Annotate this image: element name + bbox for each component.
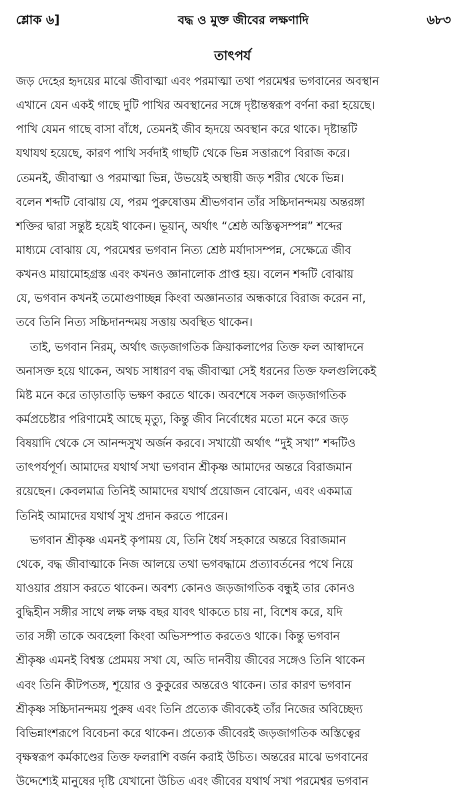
text-line: শ্রীকৃষ্ণ এমনই বিশ্বস্ত প্রেমময় সখা যে, অতি দানবীয় জীবের সঙ্গেও তিনি থাকেন [16,654,365,668]
header-page-number: ৬৮৩ [426,12,451,27]
text-line: যথাযথ হয়েছে, কারণ পাখি সর্বদাই গাছটি থেকে ভিন্ন সত্তারূপে বিরাজ করে। [16,147,351,161]
text-line: তাৎপর্যপূর্ণ। আমাদের যথার্থ সখা ভগবান শ্রীকৃষ্ণ আমাদের অন্তরে বিরাজমান [16,461,352,475]
text-line: বুদ্ধিহীন সঙ্গীর সাথে লক্ষ লক্ষ বছর যাবৎ থাকতে চায় না, বিশেষ করে, যদি [16,606,343,620]
text-line: মিষ্ট মনে করে তাড়াতাড়ি ভক্ষণ করতে থাকে। অবশেষে সকল জড়জাগতিক [16,388,346,402]
text-line: বৃক্ষস্বরূপ কর্মকাণ্ডের তিক্ত ফলরাশি বর্জন করাই উচিত। অন্তরের মাঝে ভগবানের [16,750,369,764]
text-line: উদ্দেশ্যেই মানুষের দৃষ্টি যেখানো উচিত এবং জীবের যথার্থ সখা পরমেশ্বর ভগবান [16,775,369,789]
text-line: যাওয়ার প্রয়াস করতে থাকেন। অবশ্য কোনও জড়জাগতিক বন্ধুই তার কোনও [16,581,355,595]
section-heading: তাৎপর্য [214,49,251,64]
text-line: এবং তিনি কীটপতঙ্গ, শূয়োর ও কুকুরের অন্তরেও থাকেন। তার কারণ ভগবান [16,678,352,692]
text-line: বিভিন্নাংশরূপে বিবেচনা করে থাকেন। প্রত্যেক জীবেরই জড়জাগতিক অস্তিত্বের [16,726,361,740]
text-line: যে, ভগবান কখনই তমোগুণাচ্ছন্ন কিংবা অজ্ঞানতার অন্ধকারে বিরাজ করেন না, [16,292,366,306]
text-line: পাখি যেমন গাছে বাসা বাঁধে, তেমনই জীব হৃদয়ে অবস্থান করে থাকে। দৃষ্টান্তটি [16,123,358,137]
text-line: বিষয়াদি থেকে সে আনন্দসুখ অর্জন করবে। সখায়ৌ অর্থাৎ “দুই সখা” শব্দটিও [16,437,356,451]
text-line: কখনও মায়ামোহগ্রস্ত এবং কখনও জ্ঞানালোক প্রাপ্ত হয়। বলেন শব্দটি বোঝায় [16,268,354,282]
header-chapter-title: বদ্ধ ও মুক্ত জীবের লক্ষণাদি [177,13,309,27]
text-line: শক্তির দ্বারা সন্তুষ্ট হয়েই থাকেন। ভূয়ান্, অর্থাৎ “শ্রেষ্ঠ অস্তিত্বসম্পন্ন” শব্দের [16,219,343,233]
text-line: থেকে, বদ্ধ জীবাত্মাকে নিজ আলয়ে তথা ভগবদ্ধামে প্রত্যাবর্তনের পথে নিয়ে [16,557,354,571]
text-line: কর্মপ্রচেষ্টার পরিণামেই আছে মৃত্যু, কিন্তু জীব নির্বোধের মতো মনে করে জড় [16,412,349,426]
text-line: বলেন শব্দটি বোঝায় যে, পরম পুরুষোত্তম শ্রীভগবান তাঁর সচ্চিদানন্দময় অন্তরঙ্গা [16,195,365,209]
text-line: তার সঙ্গী তাকে অবহেলা কিংবা অভিসম্পাত করতেও থাকে। কিন্তু ভগবান [16,630,340,644]
text-line: জড় দেহের হৃদয়ের মাঝে জীবাত্মা এবং পরমাত্মা তথা পরমেশ্বর ভগবানের অবস্থান [16,75,379,88]
text-line: তবে তিনি নিত্য সচ্চিদানন্দময় সত্তায় অবস্থিত থাকেন। [16,316,253,330]
text-line: তিনিই আমাদের যথার্থ সুখ প্রদান করতে পারেন। [16,509,228,523]
paragraph-start-line: তাই, ভগবান নিরম্, অর্থাৎ জড়জাগতিক ক্রিয়াকলাপের তিক্ত ফল আস্বাদনে [30,340,364,354]
text-line: এখানে যেন একই গাছে দুটি পাখির অবস্থানের সঙ্গে দৃষ্টান্তস্বরূপ বর্ণনা করা হয়েছে। [16,99,375,113]
running-header [16,12,451,32]
text-line: শ্রীকৃষ্ণ সচ্চিদানন্দময় পুরুষ এবং তিনি প্রত্যেক জীবকেই তাঁর নিজের অবিচ্ছেদ্য [16,702,363,716]
paragraph-start-line: ভগবান শ্রীকৃষ্ণ এমনই কৃপাময় যে, তিনি ধৈর্য সহকারে অন্তরে বিরাজমান [30,533,347,547]
text-line: মাধ্যমে বোঝায় যে, পরমেশ্বর ভগবান নিত্য শ্রেষ্ঠ মর্যাদাসম্পন্ন, সেক্ষেত্রে জীব [16,243,352,257]
text-line: রয়েছেন। কেবলমাত্র তিনিই আমাদের যথার্থ প্রয়োজন বোঝেন, এবং একমাত্র [16,485,353,499]
body-text [16,70,453,794]
text-line: অনাসক্ত হয়ে থাকেন, অথচ সাধারণ বদ্ধ জীবাত্মা সেই ধরনের তিক্ত ফলগুলিকেই [16,364,377,378]
header-verse-ref: শ্লোক ৬] [16,12,60,27]
text-line: তেমনই, জীবাত্মা ও পরমাত্মা ভিন্ন, উভয়েই অস্থায়ী জড় শরীর থেকে ভিন্ন। [16,171,344,185]
